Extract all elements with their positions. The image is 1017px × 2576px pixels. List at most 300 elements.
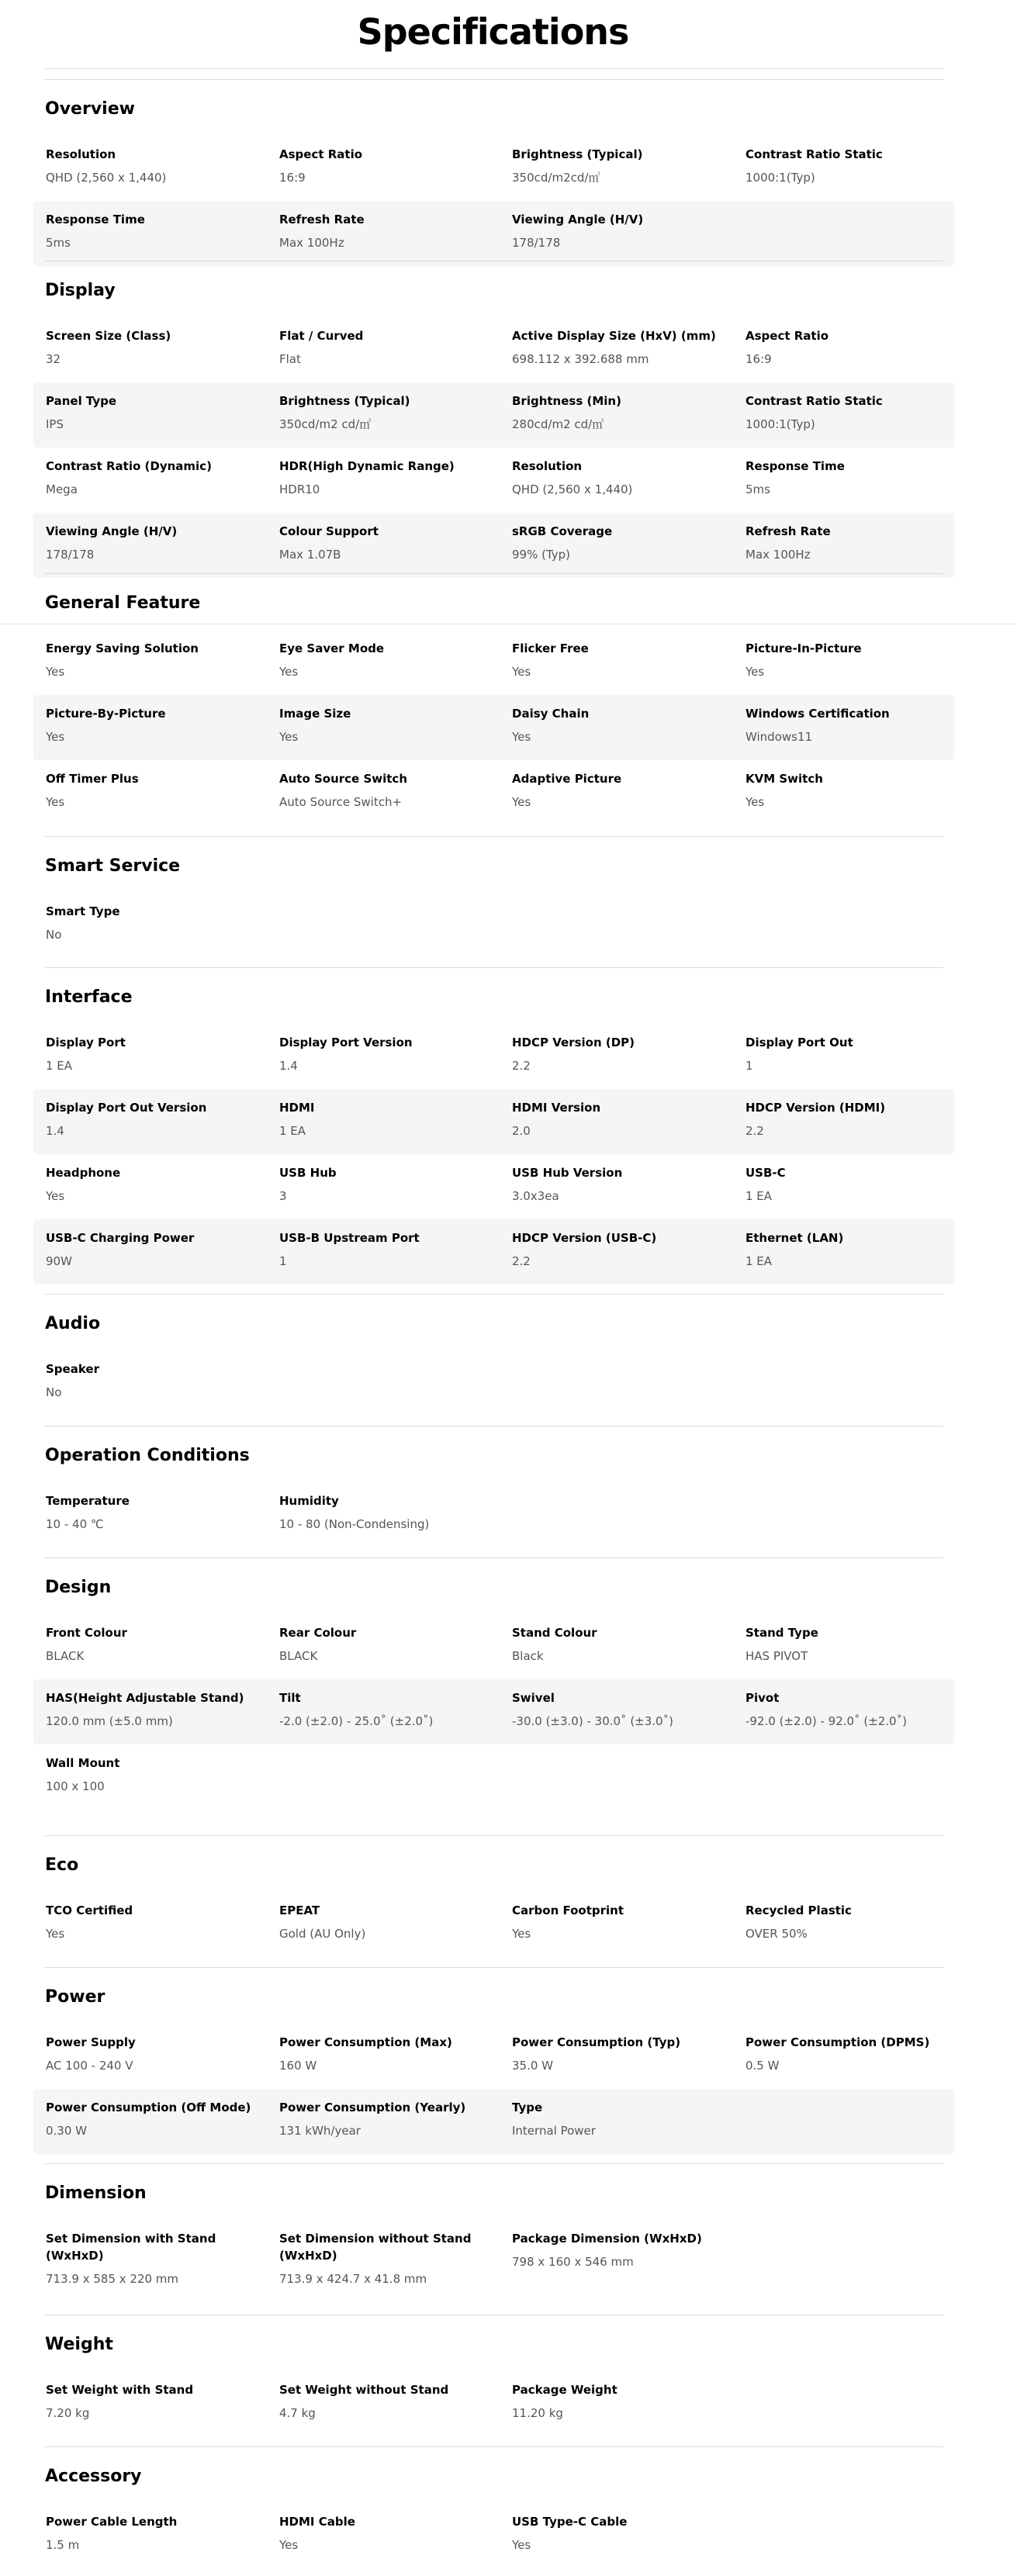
section-divider (45, 573, 943, 574)
spec-label: Picture-By-Picture (46, 707, 166, 721)
spec-value: 0.30 W (46, 2124, 87, 2138)
spec-item-contrast-ratio-static (745, 146, 955, 186)
spec-row (33, 1089, 954, 1154)
spec-item-usb-b-upstream-port (279, 1229, 489, 1270)
spec-value: 100 x 100 (46, 1779, 105, 1793)
spec-value: 0.5 W (745, 2059, 780, 2073)
spec-label: HDMI (279, 1101, 315, 1115)
spec-label: Viewing Angle (H/V) (512, 213, 644, 226)
spec-item-set-weight-without-stand (279, 2381, 489, 2422)
spec-row (33, 1219, 954, 1285)
spec-item-hdcp-version-dp (512, 1034, 721, 1074)
spec-value: 1000:1(Typ) (745, 171, 815, 185)
spec-label: Display Port Out (745, 1036, 853, 1049)
spec-item-usb-type-c-cable (512, 2513, 721, 2554)
spec-label: Swivel (512, 1691, 555, 1705)
spec-item-flat-curved (279, 327, 489, 368)
spec-label: Wall Mount (46, 1756, 120, 1770)
spec-item-refresh-rate (279, 211, 489, 251)
spec-item-resolution (512, 458, 721, 498)
spec-value: Mega (46, 482, 78, 496)
spec-value: QHD (2,560 x 1,440) (46, 171, 167, 185)
spec-row (33, 1679, 954, 1744)
spec-label: Refresh Rate (745, 524, 831, 538)
spec-label: Response Time (745, 459, 845, 473)
spec-label: Package Dimension (WxHxD) (512, 2232, 702, 2246)
spec-value: Yes (512, 2538, 531, 2552)
spec-row (33, 1744, 954, 1810)
spec-item-hdcp-version-usb-c (512, 1229, 721, 1270)
spec-value: HAS PIVOT (745, 1649, 808, 1663)
spec-item-package-dimension-wxhxd (512, 2230, 721, 2270)
spec-row (33, 201, 954, 266)
spec-item-usb-hub (279, 1164, 489, 1205)
spec-label: Front Colour (46, 1626, 127, 1640)
spec-row (33, 2024, 954, 2089)
section-title-display: Display (45, 281, 116, 300)
spec-value: Yes (46, 730, 65, 744)
spec-item-resolution (46, 146, 255, 186)
spec-item-headphone (46, 1164, 255, 1205)
spec-label: USB Hub (279, 1166, 337, 1180)
spec-label: Aspect Ratio (279, 147, 363, 161)
spec-label: Package Weight (512, 2383, 617, 2397)
spec-item-eye-saver-mode (279, 640, 489, 680)
spec-label: Power Consumption (Yearly) (279, 2101, 466, 2114)
spec-item-image-size (279, 705, 489, 745)
spec-label: Adaptive Picture (512, 772, 622, 786)
spec-label: Recycled Plastic (745, 1903, 852, 1917)
spec-item-hdmi-version (512, 1099, 721, 1139)
spec-label: Power Cable Length (46, 2515, 178, 2529)
spec-item-screen-size-class (46, 327, 255, 368)
spec-value: Yes (512, 665, 531, 679)
section-title-audio: Audio (45, 1314, 101, 1333)
section-divider (45, 2446, 943, 2447)
spec-row (33, 2371, 954, 2436)
spec-item-contrast-ratio-static (745, 392, 955, 433)
spec-label: Flicker Free (512, 641, 589, 655)
spec-item-hdmi (279, 1099, 489, 1139)
spec-value: 2.2 (512, 1059, 531, 1073)
spec-value: Yes (46, 1189, 65, 1203)
spec-label: Power Consumption (Max) (279, 2035, 452, 2049)
spec-value: Yes (745, 665, 765, 679)
spec-label: Type (512, 2101, 543, 2114)
spec-value: BLACK (46, 1649, 85, 1663)
spec-item-energy-saving-solution (46, 640, 255, 680)
spec-label: Power Consumption (DPMS) (745, 2035, 930, 2049)
spec-label: HDMI Cable (279, 2515, 355, 2529)
spec-item-speaker (46, 1361, 255, 1401)
spec-item-viewing-angle-h-v (46, 523, 255, 563)
spec-row (33, 1614, 954, 1679)
spec-value: Yes (279, 730, 299, 744)
spec-value: Flat (279, 352, 301, 366)
spec-label: Rear Colour (279, 1626, 357, 1640)
spec-value: Yes (279, 2538, 299, 2552)
spec-value: 2.2 (745, 1124, 764, 1138)
spec-value: 713.9 x 585 x 220 mm (46, 2272, 179, 2286)
spec-item-refresh-rate (745, 523, 955, 563)
spec-row (33, 2089, 954, 2154)
spec-label: Display Port Out Version (46, 1101, 207, 1115)
spec-item-type (512, 2099, 721, 2139)
spec-item-power-consumption-yearly (279, 2099, 489, 2139)
spec-label: Display Port Version (279, 1036, 413, 1049)
spec-value: 90W (46, 1254, 72, 1268)
spec-item-set-weight-with-stand (46, 2381, 255, 2422)
spec-value: Windows11 (745, 730, 813, 744)
spec-label: Stand Type (745, 1626, 818, 1640)
spec-item-picture-in-picture (745, 640, 955, 680)
spec-value: 1 EA (279, 1124, 306, 1138)
spec-item-kvm-switch (745, 770, 955, 811)
spec-label: KVM Switch (745, 772, 823, 786)
spec-label: Power Consumption (Typ) (512, 2035, 681, 2049)
spec-label: Daisy Chain (512, 707, 590, 721)
spec-value: OVER 50% (745, 1927, 808, 1941)
spec-label: Energy Saving Solution (46, 641, 199, 655)
spec-label: Speaker (46, 1362, 99, 1376)
section-title-general-feature: General Feature (45, 593, 201, 613)
spec-item-adaptive-picture (512, 770, 721, 811)
spec-value: 1 EA (745, 1189, 773, 1203)
spec-value: 798 x 160 x 546 mm (512, 2255, 634, 2269)
spec-row (33, 630, 954, 695)
spec-label: Smart Type (46, 904, 120, 918)
spec-label: Off Timer Plus (46, 772, 139, 786)
spec-item-contrast-ratio-dynamic (46, 458, 255, 498)
spec-value: -2.0 (±2.0) - 25.0˚ (±2.0˚) (279, 1714, 434, 1728)
section-divider (45, 836, 943, 837)
spec-label: Picture-In-Picture (745, 641, 862, 655)
spec-value: 178/178 (512, 236, 561, 250)
spec-value: Yes (46, 1927, 65, 1941)
spec-row (33, 893, 954, 958)
spec-row (33, 448, 954, 513)
spec-label: TCO Certified (46, 1903, 133, 1917)
spec-item-power-cable-length (46, 2513, 255, 2554)
spec-item-set-dimension-with-stand-wxhxd (46, 2230, 255, 2287)
spec-item-swivel (512, 1689, 721, 1730)
section-title-dimension: Dimension (45, 2184, 147, 2203)
spec-item-flicker-free (512, 640, 721, 680)
spec-label: HDCP Version (HDMI) (745, 1101, 886, 1115)
spec-value: Internal Power (512, 2124, 596, 2138)
spec-label: USB Hub Version (512, 1166, 623, 1180)
spec-item-smart-type (46, 903, 255, 943)
spec-label: Brightness (Typical) (279, 394, 410, 408)
section-title-power: Power (45, 1987, 106, 2007)
spec-value: 2.0 (512, 1124, 531, 1138)
spec-label: HAS(Height Adjustable Stand) (46, 1691, 244, 1705)
spec-item-stand-type (745, 1624, 955, 1665)
spec-item-tco-certified (46, 1902, 255, 1942)
spec-value: 3.0x3ea (512, 1189, 559, 1203)
spec-value: 11.20 kg (512, 2406, 563, 2420)
spec-item-usb-hub-version (512, 1164, 721, 1205)
spec-label: Auto Source Switch (279, 772, 407, 786)
spec-row (33, 1892, 954, 1957)
spec-value: Yes (512, 730, 531, 744)
spec-label: Humidity (279, 1494, 339, 1508)
spec-label: Set Weight with Stand (46, 2383, 194, 2397)
spec-value: No (46, 928, 62, 942)
spec-label: Pivot (745, 1691, 780, 1705)
spec-label: Flat / Curved (279, 329, 364, 343)
spec-item-tilt (279, 1689, 489, 1730)
spec-item-power-consumption-off-mode (46, 2099, 255, 2139)
spec-item-hdr-high-dynamic-range (279, 458, 489, 498)
section-title-eco: Eco (45, 1855, 79, 1875)
section-divider (45, 79, 943, 80)
spec-value: 698.112 x 392.688 mm (512, 352, 649, 366)
spec-value: No (46, 1385, 62, 1399)
spec-value: Auto Source Switch+ (279, 795, 403, 809)
spec-item-hdcp-version-hdmi (745, 1099, 955, 1139)
spec-item-display-port-version (279, 1034, 489, 1074)
spec-item-off-timer-plus (46, 770, 255, 811)
spec-label: Ethernet (LAN) (745, 1231, 844, 1245)
spec-row (33, 2220, 954, 2302)
spec-label: USB-C (745, 1166, 786, 1180)
spec-item-ethernet-lan (745, 1229, 955, 1270)
spec-item-pivot (745, 1689, 955, 1730)
spec-value: Max 100Hz (745, 548, 811, 562)
spec-item-recycled-plastic (745, 1902, 955, 1942)
spec-value: Yes (512, 795, 531, 809)
spec-value: HDR10 (279, 482, 320, 496)
spec-item-stand-colour (512, 1624, 721, 1665)
spec-item-hdmi-cable (279, 2513, 489, 2554)
spec-value: 1 (745, 1059, 753, 1073)
spec-label: Active Display Size (HxV) (mm) (512, 329, 716, 343)
spec-row (33, 1350, 954, 1416)
spec-item-response-time (46, 211, 255, 251)
section-title-design: Design (45, 1578, 112, 1597)
spec-item-rear-colour (279, 1624, 489, 1665)
spec-item-usb-c-charging-power (46, 1229, 255, 1270)
spec-item-brightness-typical (512, 146, 721, 186)
spec-value: 178/178 (46, 548, 95, 562)
spec-row (33, 1154, 954, 1219)
spec-label: Panel Type (46, 394, 117, 408)
spec-item-power-consumption-dpms (745, 2034, 955, 2074)
spec-value: Yes (279, 665, 299, 679)
spec-item-carbon-footprint (512, 1902, 721, 1942)
spec-value: 16:9 (279, 171, 306, 185)
spec-value: BLACK (279, 1649, 318, 1663)
spec-value: 2.2 (512, 1254, 531, 1268)
spec-item-brightness-min (512, 392, 721, 433)
spec-value: Black (512, 1649, 544, 1663)
spec-label: Resolution (46, 147, 116, 161)
spec-label: Stand Colour (512, 1626, 597, 1640)
spec-item-power-consumption-typ (512, 2034, 721, 2074)
spec-row (33, 136, 954, 201)
spec-label: Brightness (Typical) (512, 147, 643, 161)
spec-item-front-colour (46, 1624, 255, 1665)
spec-value: 131 kWh/year (279, 2124, 361, 2138)
spec-item-picture-by-picture (46, 705, 255, 745)
spec-label: Windows Certification (745, 707, 890, 721)
spec-label: Carbon Footprint (512, 1903, 624, 1917)
section-title-weight: Weight (45, 2335, 113, 2354)
section-divider (45, 1967, 943, 1968)
spec-value: 16:9 (745, 352, 772, 366)
spec-label: Brightness (Min) (512, 394, 621, 408)
section-divider (45, 2163, 943, 2164)
spec-value: 1000:1(Typ) (745, 417, 815, 431)
spec-item-has-height-adjustable-stand (46, 1689, 255, 1730)
spec-item-colour-support (279, 523, 489, 563)
spec-label: USB-B Upstream Port (279, 1231, 420, 1245)
spec-value: 7.20 kg (46, 2406, 90, 2420)
spec-value: -92.0 (±2.0) - 92.0˚ (±2.0˚) (745, 1714, 907, 1728)
spec-label: Response Time (46, 213, 145, 226)
spec-item-package-weight (512, 2381, 721, 2422)
spec-item-epeat (279, 1902, 489, 1942)
section-divider (45, 1835, 943, 1836)
spec-item-temperature (46, 1492, 255, 1533)
spec-value: Yes (46, 795, 65, 809)
spec-value: AC 100 - 240 V (46, 2059, 133, 2073)
spec-value: Yes (512, 1927, 531, 1941)
spec-value: Max 1.07B (279, 548, 341, 562)
section-divider (45, 967, 943, 968)
title-divider (45, 68, 943, 69)
spec-item-panel-type (46, 392, 255, 433)
spec-item-viewing-angle-h-v (512, 211, 721, 251)
spec-label: Resolution (512, 459, 583, 473)
spec-item-display-port (46, 1034, 255, 1074)
spec-value: 280cd/m2 cd/㎡ (512, 417, 604, 431)
spec-label: Contrast Ratio (Dynamic) (46, 459, 212, 473)
spec-item-display-port-out (745, 1034, 955, 1074)
spec-value: 1 EA (745, 1254, 773, 1268)
spec-label: Colour Support (279, 524, 379, 538)
spec-value: Max 100Hz (279, 236, 344, 250)
spec-row (33, 382, 954, 448)
spec-item-response-time (745, 458, 955, 498)
spec-row (33, 760, 954, 825)
spec-label: Set Dimension without Stand (WxHxD) (279, 2232, 472, 2263)
spec-value: 5ms (745, 482, 770, 496)
spec-value: IPS (46, 417, 64, 431)
spec-item-aspect-ratio (745, 327, 955, 368)
spec-label: Eye Saver Mode (279, 641, 385, 655)
spec-value: 350cd/m2cd/㎡ (512, 171, 600, 185)
spec-label: Viewing Angle (H/V) (46, 524, 178, 538)
spec-value: 120.0 mm (±5.0 mm) (46, 1714, 173, 1728)
spec-value: Yes (46, 665, 65, 679)
spec-item-brightness-typical (279, 392, 489, 433)
spec-value: Gold (AU Only) (279, 1927, 366, 1941)
spec-value: 160 W (279, 2059, 317, 2073)
spec-row (33, 695, 954, 760)
spec-item-auto-source-switch (279, 770, 489, 811)
spec-label: Power Consumption (Off Mode) (46, 2101, 251, 2114)
spec-item-humidity (279, 1492, 489, 1533)
spec-item-wall-mount (46, 1755, 255, 1795)
section-title-overview: Overview (45, 99, 135, 119)
spec-value: 3 (279, 1189, 287, 1203)
spec-item-usb-c (745, 1164, 955, 1205)
spec-value: 1 EA (46, 1059, 73, 1073)
spec-label: Temperature (46, 1494, 130, 1508)
section-title-operation-conditions: Operation Conditions (45, 1446, 250, 1465)
spec-label: sRGB Coverage (512, 524, 613, 538)
spec-value: 99% (Typ) (512, 548, 571, 562)
spec-label: Contrast Ratio Static (745, 147, 883, 161)
spec-value: QHD (2,560 x 1,440) (512, 482, 633, 496)
spec-label: Aspect Ratio (745, 329, 829, 343)
spec-row (33, 1482, 954, 1547)
spec-label: Tilt (279, 1691, 301, 1705)
section-title-accessory: Accessory (45, 2467, 142, 2486)
spec-row (33, 513, 954, 578)
spec-row (33, 2503, 954, 2568)
spec-label: Refresh Rate (279, 213, 365, 226)
spec-label: Screen Size (Class) (46, 329, 171, 343)
spec-item-set-dimension-without-stand-wxhxd (279, 2230, 489, 2287)
spec-value: 4.7 kg (279, 2406, 316, 2420)
spec-item-power-supply (46, 2034, 255, 2074)
spec-value: 713.9 x 424.7 x 41.8 mm (279, 2272, 427, 2286)
spec-value: 1 (279, 1254, 287, 1268)
spec-item-windows-certification (745, 705, 955, 745)
section-title-interface: Interface (45, 987, 133, 1007)
spec-item-srgb-coverage (512, 523, 721, 563)
spec-label: USB-C Charging Power (46, 1231, 195, 1245)
spec-label: HDR(High Dynamic Range) (279, 459, 455, 473)
spec-row (33, 317, 954, 382)
spec-label: Image Size (279, 707, 351, 721)
spec-value: 1.4 (46, 1124, 64, 1138)
spec-label: Set Dimension with Stand (WxHxD) (46, 2232, 216, 2263)
spec-row (33, 1024, 954, 1089)
section-divider (45, 1294, 943, 1295)
spec-label: HDCP Version (USB-C) (512, 1231, 657, 1245)
spec-value: -30.0 (±3.0) - 30.0˚ (±3.0˚) (512, 1714, 673, 1728)
spec-value: 350cd/m2 cd/㎡ (279, 417, 372, 431)
spec-item-display-port-out-version (46, 1099, 255, 1139)
section-title-smart-service: Smart Service (45, 856, 181, 876)
spec-value: 5ms (46, 236, 71, 250)
spec-label: Headphone (46, 1166, 121, 1180)
spec-label: Display Port (46, 1036, 126, 1049)
spec-value: 10 - 80 (Non-Condensing) (279, 1517, 430, 1531)
spec-label: EPEAT (279, 1903, 320, 1917)
spec-value: 35.0 W (512, 2059, 553, 2073)
spec-label: Contrast Ratio Static (745, 394, 883, 408)
spec-item-aspect-ratio (279, 146, 489, 186)
spec-value: 1.4 (279, 1059, 298, 1073)
spec-value: 1.5 m (46, 2538, 80, 2552)
spec-value: Yes (745, 795, 765, 809)
spec-label: Power Supply (46, 2035, 136, 2049)
spec-label: Set Weight without Stand (279, 2383, 449, 2397)
spec-label: HDMI Version (512, 1101, 601, 1115)
spec-label: USB Type-C Cable (512, 2515, 628, 2529)
spec-value: 10 - 40 ℃ (46, 1517, 104, 1531)
spec-value: 32 (46, 352, 61, 366)
page-title: Specifications (357, 11, 629, 53)
spec-item-daisy-chain (512, 705, 721, 745)
spec-item-power-consumption-max (279, 2034, 489, 2074)
spec-item-active-display-size-hxv-mm (512, 327, 721, 368)
